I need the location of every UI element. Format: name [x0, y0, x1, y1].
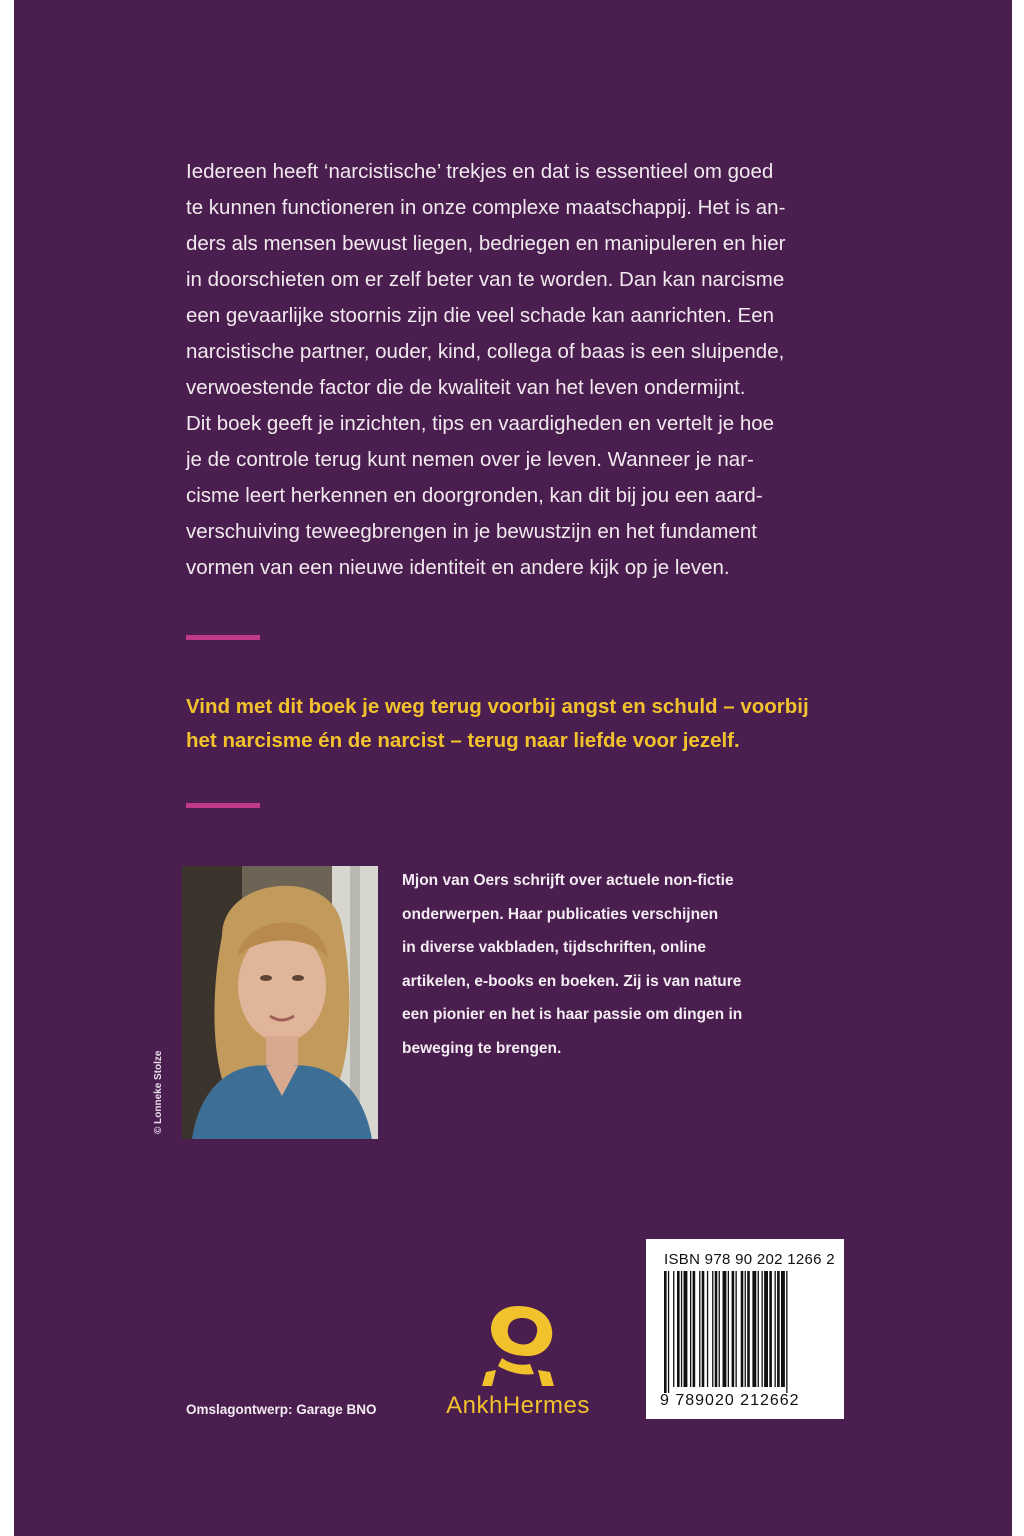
barcode-panel — [646, 1239, 844, 1419]
bio-line: een pionier en het is haar passie om dingen in — [402, 1006, 743, 1023]
barcode-bar — [719, 1271, 720, 1387]
barcode-bar — [693, 1271, 696, 1387]
isbn-label: ISBN 978 90 202 1266 2 — [664, 1251, 835, 1268]
tagline-line: Vind met dit boek je weg terug voorbij angst en schuld – voorbij — [186, 695, 809, 718]
blurb-line: je de controle terug kunt nemen over je leven. Wanneer je nar- — [186, 448, 754, 471]
barcode-bar — [762, 1271, 763, 1387]
author-photo — [182, 866, 378, 1139]
blurb-line: verwoestende factor die de kwaliteit van het leven ondermijnt. — [186, 376, 746, 399]
blurb-line: narcistische partner, ouder, kind, collega of baas is een sluipende, — [186, 340, 785, 363]
ean-digits: 9 789020 212662 — [660, 1392, 800, 1409]
blurb-line: vormen van een nieuwe identiteit en andere kijk op je leven. — [186, 556, 730, 579]
barcode-bar — [736, 1271, 737, 1387]
barcode-icon — [662, 1271, 830, 1393]
barcode-bar — [781, 1271, 785, 1387]
barcode-bar — [747, 1271, 750, 1387]
author-bio — [402, 864, 832, 1065]
barcode-bar — [668, 1271, 669, 1393]
publisher-name — [436, 1392, 600, 1420]
publisher-logo — [436, 1300, 600, 1424]
blurb-line: ders als mensen bewust liegen, bedriegen en manipuleren en hier — [186, 232, 786, 255]
bio-line: in diverse vakbladen, tijdschriften, online — [402, 939, 707, 956]
blurb-line: een gevaarlijke stoornis zijn die veel schade kan aanrichten. Een — [186, 304, 775, 327]
barcode-bar — [673, 1271, 674, 1387]
bio-line: artikelen, e-books en boeken. Zij is van nature — [402, 972, 742, 990]
barcode-bar — [677, 1271, 680, 1387]
bio-line: Mjon van Oers schrijft over actuele non-fictie — [402, 872, 734, 889]
barcode-bar — [728, 1271, 729, 1387]
barcode-bar — [786, 1271, 787, 1393]
barcode-bar — [664, 1271, 667, 1393]
blurb-line: cisme leert herkennen en doorgronden, kan dit bij jou een aard- — [186, 484, 763, 507]
barcode-bar — [699, 1271, 700, 1387]
tagline-text — [186, 690, 886, 758]
barcode-bar — [741, 1271, 744, 1387]
blurb-line: in doorschieten om er zelf beter van te worden. Dan kan narcisme — [186, 268, 785, 291]
ankh-logo-icon — [436, 1300, 600, 1392]
blurb-line: verschuiving teweegbrengen in je bewustzijn en het fundament — [186, 520, 757, 543]
publisher-name-part1: Ankh — [446, 1392, 503, 1419]
bio-line: onderwerpen. Haar publicaties verschijnen — [402, 905, 719, 923]
barcode-bar — [769, 1271, 772, 1387]
blurb-line: Iedereen heeft ‘narcistische’ trekjes en dat is essentieel om goed — [186, 160, 774, 183]
barcode-bar — [745, 1271, 746, 1387]
barcode-bar — [715, 1271, 718, 1387]
barcode-bar — [681, 1271, 682, 1387]
barcode-bar — [684, 1271, 688, 1387]
barcode-bar — [723, 1271, 727, 1387]
bio-line: beweging te brengen. — [402, 1039, 562, 1057]
photo-credit: © Lonneke Stolze — [153, 1050, 164, 1134]
barcode-bar — [690, 1271, 691, 1387]
barcode-bar — [707, 1271, 708, 1387]
barcode-bar — [775, 1271, 776, 1387]
barcode-bar — [764, 1271, 768, 1387]
blurb-line: te kunnen functioneren in onze complexe maatschappij. Het is an- — [186, 196, 786, 219]
barcode-bar — [712, 1271, 713, 1387]
barcode-bar — [732, 1271, 735, 1387]
barcode-bar — [758, 1271, 759, 1387]
blurb-line: Dit boek geeft je inzichten, tips en vaardigheden en vertelt je hoe — [186, 412, 775, 435]
publisher-name-part2: Hermes — [502, 1392, 590, 1419]
tagline-line: het narcisme én de narcist – terug naar liefde voor jezelf. — [186, 729, 740, 752]
barcode-bar — [777, 1271, 780, 1387]
blurb-text — [186, 154, 846, 586]
divider-rule-bottom — [186, 803, 260, 808]
barcode-bar — [752, 1271, 756, 1387]
divider-rule-top — [186, 635, 260, 640]
barcode-bar — [702, 1271, 705, 1387]
cover-design-credit: Omslagontwerp: Garage BNO — [186, 1402, 377, 1417]
